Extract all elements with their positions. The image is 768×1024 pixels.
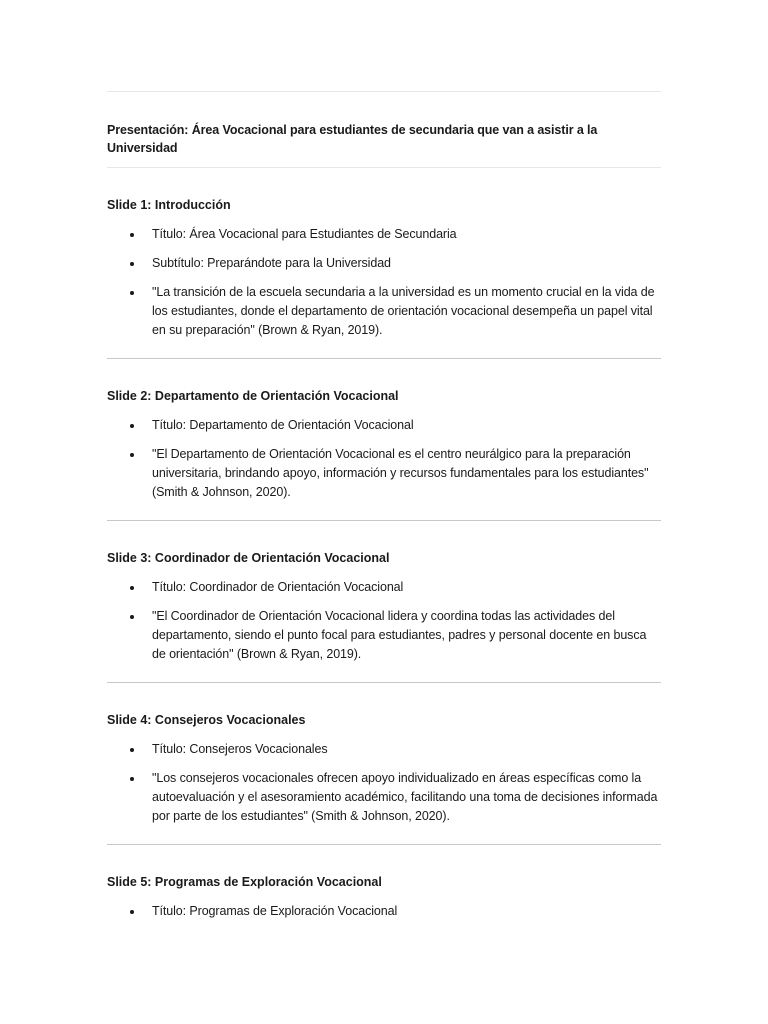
document-page	[107, 0, 661, 939]
bullet-item	[107, 416, 661, 435]
bullet-dot-icon	[130, 291, 134, 295]
bullet-text: "La transición de la escuela secundaria a la universidad es un momento crucial en la vida de los estudiantes, donde el departamento de orientación vocacional desempeña un papel vital en su preparación" (Brown & Ryan, 2019).	[152, 285, 655, 337]
slide-4-section	[107, 683, 661, 844]
bullet-text: "Los consejeros vocacionales ofrecen apoyo individualizado en áreas específicas como la autoevaluación y el asesoramiento académico, facilitando una toma de decisiones informada por parte de los estudiantes" (Smith & Johnson, 2020).	[152, 771, 658, 823]
slide-5-section	[107, 845, 661, 939]
bullet-text: Título: Departamento de Orientación Vocacional	[152, 418, 414, 432]
bullet-item	[107, 578, 661, 597]
bullet-dot-icon	[130, 910, 134, 914]
bullet-list	[107, 416, 661, 502]
slide-heading: Slide 3: Coordinador de Orientación Vocacional	[107, 551, 390, 565]
bullet-text: Título: Área Vocacional para Estudiantes de Secundaria	[152, 227, 457, 241]
bullet-list	[107, 578, 661, 664]
bullet-list	[107, 225, 661, 340]
bullet-text: Título: Coordinador de Orientación Vocacional	[152, 580, 404, 594]
bullet-dot-icon	[130, 586, 134, 590]
bullet-text: Subtítulo: Preparándote para la Universidad	[152, 256, 391, 270]
bullet-dot-icon	[130, 262, 134, 266]
bullet-text: "El Departamento de Orientación Vocacional es el centro neurálgico para la preparación universitaria, brindando apoyo, información y recursos fundamentales para los estudiantes" (Smith & Johnson, 2020).	[152, 447, 649, 499]
bullet-list	[107, 902, 661, 921]
bullet-item	[107, 902, 661, 921]
bullet-list	[107, 740, 661, 826]
bullet-item	[107, 769, 661, 826]
slide-2-section	[107, 359, 661, 520]
bullet-item	[107, 254, 661, 273]
bullet-dot-icon	[130, 233, 134, 237]
bullet-item	[107, 445, 661, 502]
bullet-item	[107, 283, 661, 340]
bullet-dot-icon	[130, 615, 134, 619]
bullet-item	[107, 740, 661, 759]
slide-heading: Slide 1: Introducción	[107, 198, 231, 212]
slide-3-section	[107, 521, 661, 682]
bullet-text: Título: Consejeros Vocacionales	[152, 742, 328, 756]
bullet-dot-icon	[130, 777, 134, 781]
bullet-text: Título: Programas de Exploración Vocacional	[152, 904, 398, 918]
bullet-item	[107, 225, 661, 244]
slide-heading: Slide 4: Consejeros Vocacionales	[107, 713, 306, 727]
slide-1-section	[107, 168, 661, 358]
bullet-dot-icon	[130, 748, 134, 752]
slide-heading: Slide 5: Programas de Exploración Vocacional	[107, 875, 382, 889]
bullet-dot-icon	[130, 424, 134, 428]
document-title: Presentación: Área Vocacional para estudiantes de secundaria que van a asistir a la Universidad	[107, 123, 598, 155]
slide-heading: Slide 2: Departamento de Orientación Vocacional	[107, 389, 399, 403]
bullet-text: "El Coordinador de Orientación Vocacional lidera y coordina todas las actividades del departamento, siendo el punto focal para estudiantes, padres y personal docente en busca de orientación" (Brown & Ryan, 2019).	[152, 609, 647, 661]
bullet-item	[107, 607, 661, 664]
bullet-dot-icon	[130, 453, 134, 457]
